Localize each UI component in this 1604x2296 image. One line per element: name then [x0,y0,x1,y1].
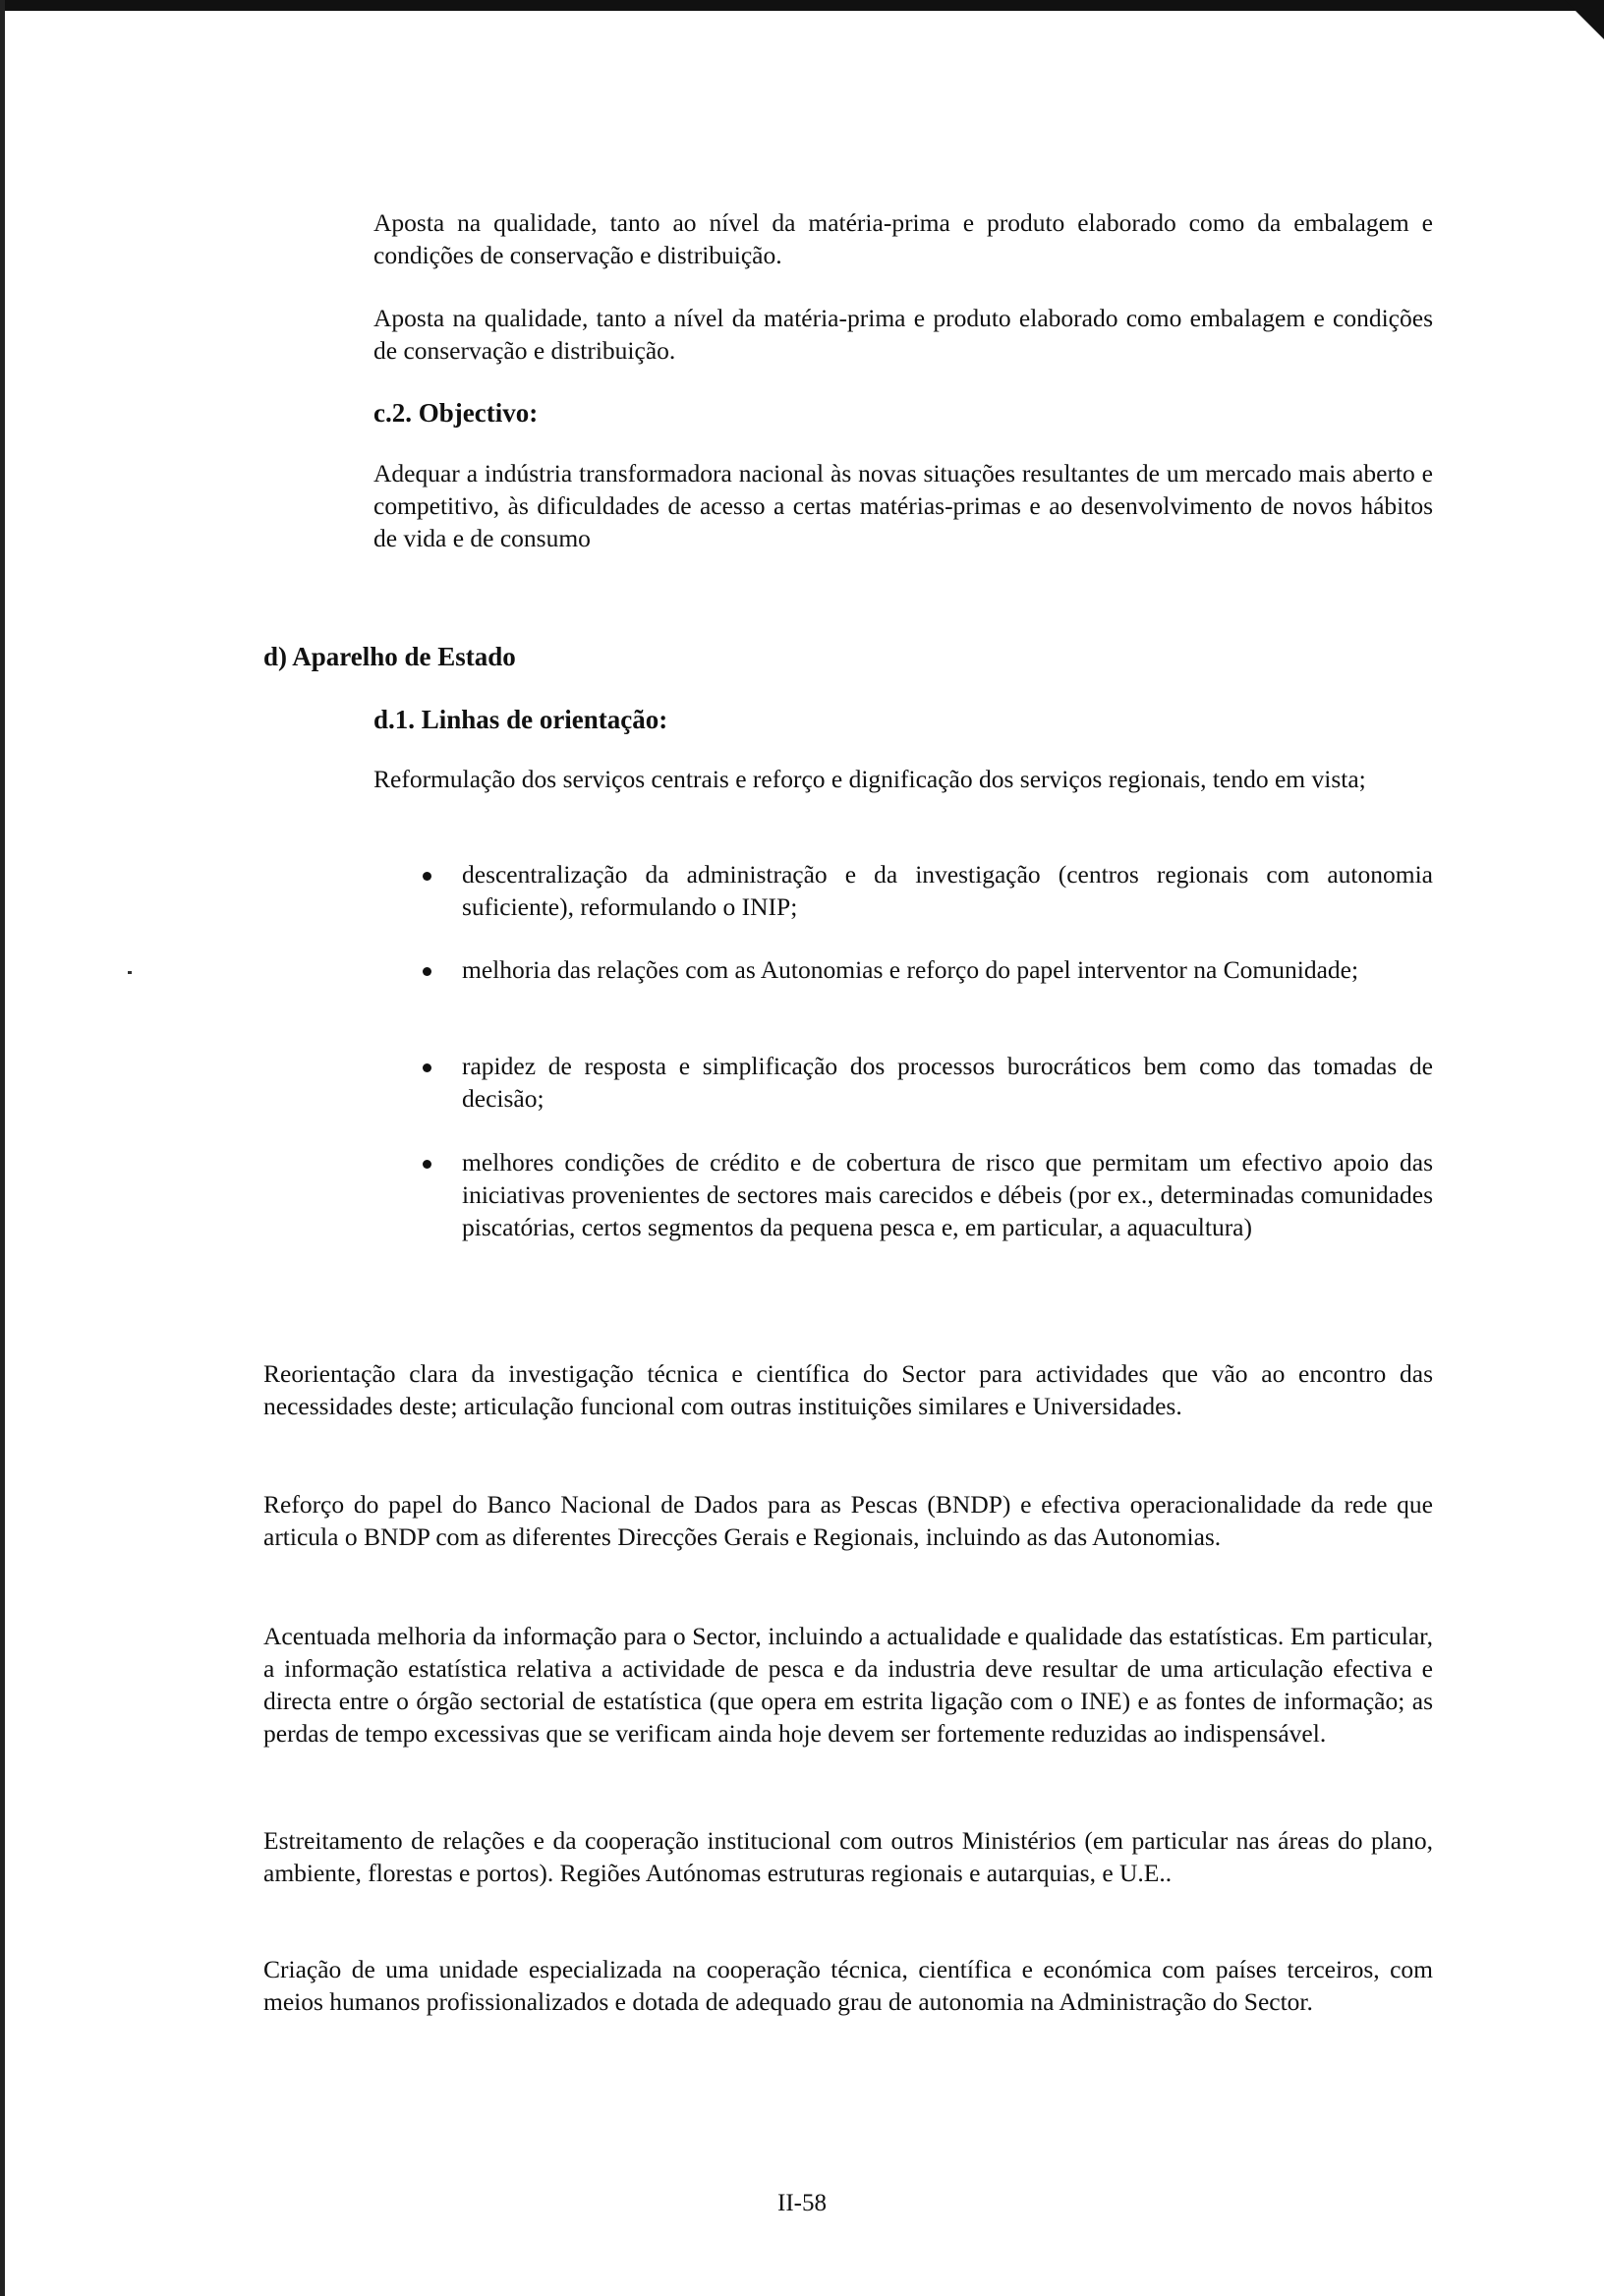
paragraph: Criação de uma unidade especializada na cooperação técnica, científica e económica com países terceiros, com meios humanos profissionalizados e dotada de adequado grau de autonomia na Administração do Sector. [263,1955,1433,2016]
list-item: rapidez de resposta e simplificação dos processos burocráticos bem como das tomadas de decisão; [462,1052,1433,1113]
page-number: II-58 [777,2190,827,2216]
section-heading-d: d) Aparelho de Estado [263,642,516,671]
paragraph: Reforço do papel do Banco Nacional de Dados para as Pescas (BNDP) e efectiva operacionalidade da rede que articula o BNDP com as diferentes Direcções Gerais e Regionais, incluindo as das Autonomias. [263,1490,1433,1551]
scan-edge-left [0,0,5,2296]
paragraph: Reorientação clara da investigação técnica e científica do Sector para actividades que vão ao encontro das necessidades deste; articulação funcional com outras instituições similares e Universidades. [263,1359,1433,1420]
paragraph: Estreitamento de relações e da cooperação institucional com outros Ministérios (em particular nas áreas do plano, ambiente, florestas e portos). Regiões Autónomas estruturas regionais e autarquias, e U.E.. [263,1826,1433,1887]
paragraph: Aposta na qualidade, tanto a nível da matéria-prima e produto elaborado como embalagem e condições de conservação e distribuição. [373,304,1433,365]
scan-speck [128,971,132,974]
list-item: melhoria das relações com as Autonomias e reforço do papel interventor na Comunidade; [462,955,1359,984]
paragraph: Adequar a indústria transformadora nacional às novas situações resultantes de um mercado mais aberto e competitivo, às dificuldades de acesso a certas matérias-primas e ao desenvolvimento de novos hábitos de vida e de consumo [373,459,1433,552]
bullet-icon [423,872,431,881]
paragraph: Reformulação dos serviços centrais e reforço e dignificação dos serviços regionais, tendo em vista; [373,765,1366,793]
list-item: descentralização da administração e da investigação (centros regionais com autonomia suficiente), reformulando o INIP; [462,860,1433,921]
list-item: melhores condições de crédito e de cobertura de risco que permitam um efectivo apoio das iniciativas provenientes de sectores mais carecidos e débeis (por ex., determinadas comunidades piscatórias, certos segmentos da pequena pesca e, em particular, a aquacultura) [462,1148,1433,1241]
bullet-icon [423,1160,431,1169]
bullet-icon [423,1063,431,1072]
bullet-icon [423,967,431,976]
paragraph: Acentuada melhoria da informação para o Sector, incluindo a actualidade e qualidade das estatísticas. Em particular, a informação estatística relativa a actividade de pesca e da industria deve resultar de uma articulação efectiva e directa entre o órgão sectorial de estatística (que opera em estrita ligação com o INE) e as fontes de informação; as perdas de tempo excessivas que se verificam ainda hoje devem ser fortemente reduzidas ao indispensável. [263,1622,1433,1748]
paragraph: Aposta na qualidade, tanto ao nível da matéria-prima e produto elaborado como da embalagem e condições de conservação e distribuição. [373,208,1433,269]
section-heading-d1: d.1. Linhas de orientação: [373,705,668,734]
scan-corner [1565,0,1604,39]
scan-edge-top [0,0,1604,11]
section-heading-c2: c.2. Objectivo: [373,398,539,428]
